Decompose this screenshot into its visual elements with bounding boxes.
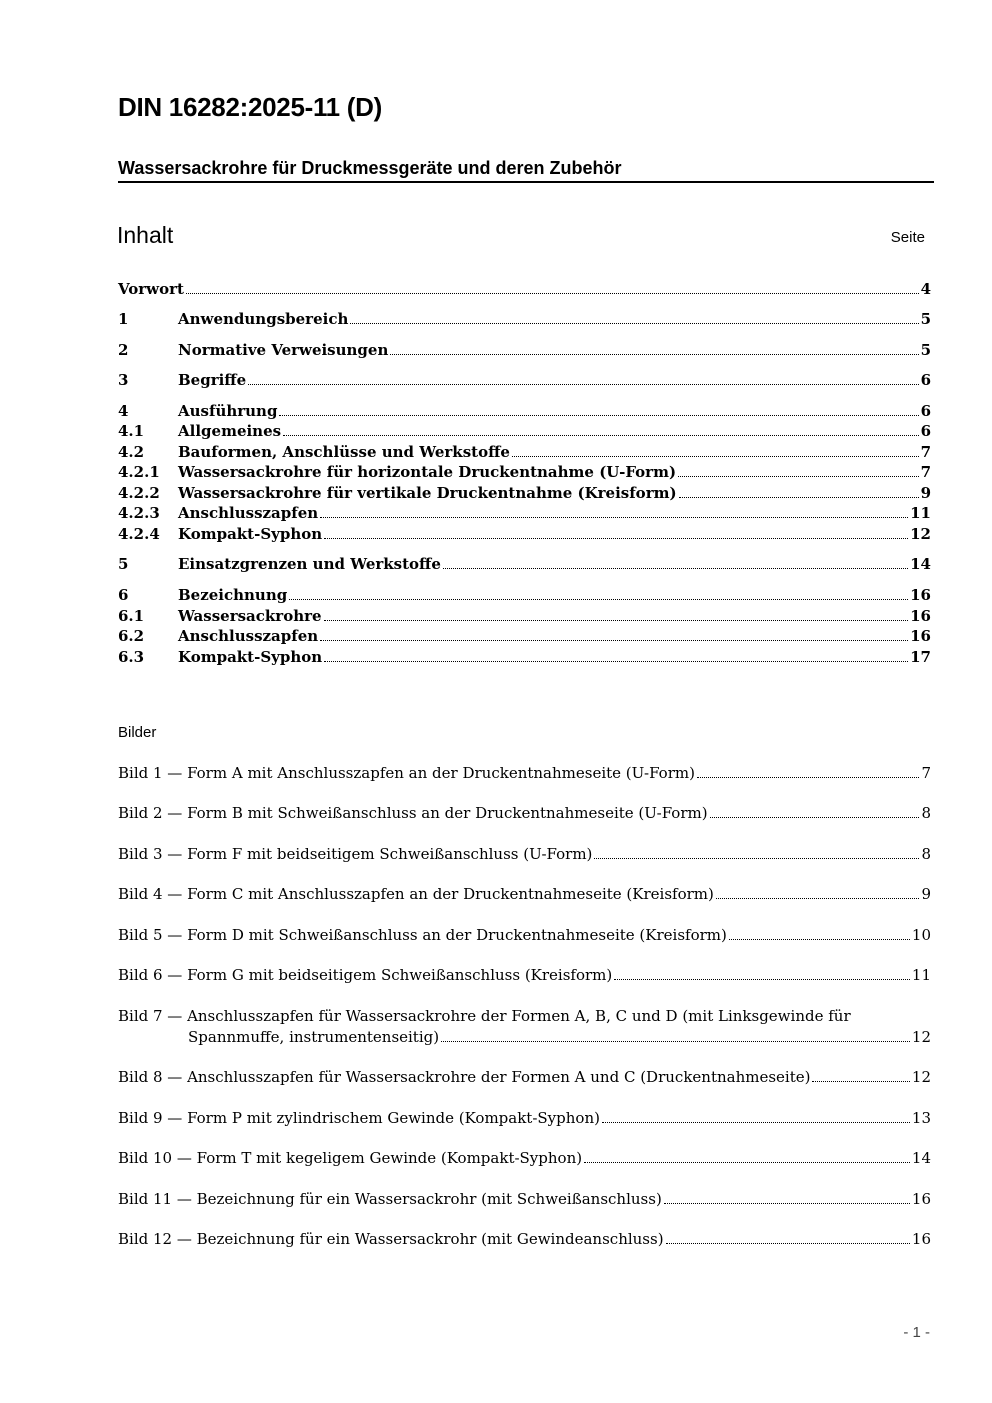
toc-entry-title: Begriffe: [178, 371, 247, 389]
figure-entry-page: 7: [921, 764, 931, 782]
toc-entry-title: Wassersackrohre: [178, 607, 322, 625]
figure-entry[interactable]: [118, 885, 931, 905]
toc-entry-title: Kompakt-Syphon: [178, 525, 323, 543]
dot-leader: [666, 1243, 910, 1244]
toc-entry-page: 9: [920, 484, 931, 502]
figure-entry-title: Bild 5 — Form D mit Schweißanschluss an der Druckentnahmeseite (Kreisform): [118, 926, 727, 944]
toc-entry-number: 6.3: [118, 648, 145, 666]
toc-entry[interactable]: [118, 586, 931, 606]
figure-entry[interactable]: [118, 1190, 931, 1210]
figure-entry-title: Bild 3 — Form F mit beidseitigem Schweißanschluss (U-Form): [118, 845, 593, 863]
toc-entry-page: 4: [920, 280, 931, 298]
figure-entry[interactable]: [118, 966, 931, 986]
figure-entry-title: Bild 1 — Form A mit Anschlusszapfen an der Druckentnahmeseite (U-Form): [118, 764, 695, 782]
toc-entry[interactable]: [118, 525, 931, 545]
toc-entry-page: 11: [910, 504, 931, 522]
toc-entry[interactable]: [118, 504, 931, 524]
toc-entry-page: 7: [920, 443, 931, 461]
figure-entry[interactable]: [118, 1149, 931, 1169]
toc-entry[interactable]: [118, 310, 931, 330]
figure-entry-title: Bild 2 — Form B mit Schweißanschluss an der Druckentnahmeseite (U-Form): [118, 804, 708, 822]
toc-entry-number: 6: [118, 586, 129, 604]
toc-entry-title: Anwendungsbereich: [178, 310, 349, 328]
toc-entry-page: 6: [920, 371, 931, 389]
toc-entry-title: Wassersackrohre für vertikale Druckentnahme (Kreisform): [178, 484, 677, 502]
figure-entry[interactable]: [118, 804, 931, 824]
toc-entry[interactable]: [118, 443, 931, 463]
toc-entry-page: 17: [910, 648, 931, 666]
document-id: DIN 16282:2025-11 (D): [118, 92, 382, 122]
figure-entry-page: 16: [911, 1230, 931, 1248]
toc-entry-title: Kompakt-Syphon: [178, 648, 323, 666]
toc-entry-page: 6: [920, 422, 931, 440]
toc-entry[interactable]: [118, 555, 931, 575]
toc-entry-page: 16: [910, 586, 931, 604]
figure-entry-title: Bild 8 — Anschlusszapfen für Wassersackrohre der Formen A und C (Druckentnahmeseite): [118, 1068, 811, 1086]
figure-entry-page: 12: [911, 1068, 931, 1086]
toc-entry-number: 4.2.1: [118, 463, 160, 481]
dot-leader: [678, 476, 919, 477]
toc-entry-number: 4.2: [118, 443, 145, 461]
toc-entry-page: 6: [920, 402, 931, 420]
toc-entry-number: 2: [118, 341, 129, 359]
figure-entry[interactable]: [118, 926, 931, 946]
toc-entry[interactable]: [118, 463, 931, 483]
toc-entry[interactable]: [118, 371, 931, 391]
dot-leader: [614, 979, 910, 980]
toc-entry-page: 16: [910, 627, 931, 645]
dot-leader: [512, 456, 919, 457]
toc-entry-number: 6.1: [118, 607, 145, 625]
toc-entry-number: 4.2.2: [118, 484, 160, 502]
toc-entry[interactable]: [118, 607, 931, 627]
dot-leader: [279, 415, 918, 416]
toc-entry-vorwort[interactable]: [118, 280, 931, 300]
figure-entry-title-continued: Spannmuffe, instrumentenseitig): [188, 1028, 440, 1046]
toc-entry[interactable]: [118, 402, 931, 422]
dot-leader: [812, 1081, 909, 1082]
page-column-label: Seite: [890, 229, 925, 246]
dot-leader: [320, 517, 908, 518]
toc-entry-page: 5: [920, 310, 931, 328]
toc-entry-page: 12: [910, 525, 931, 543]
toc-entry-title: Ausführung: [178, 402, 278, 420]
toc-entry-title: Anschlusszapfen: [178, 504, 319, 522]
toc-entry-title: Wassersackrohre für horizontale Druckentnahme (U-Form): [178, 463, 677, 481]
figure-entry-title: Bild 9 — Form P mit zylindrischem Gewinde (Kompakt-Syphon): [118, 1109, 600, 1127]
dot-leader: [324, 620, 909, 621]
figure-entry-page: 9: [921, 885, 931, 903]
toc-entry-number: 4.2.4: [118, 525, 160, 543]
figure-entry-page: 16: [911, 1190, 931, 1208]
figures-heading: Bilder: [118, 724, 157, 741]
dot-leader: [584, 1162, 910, 1163]
toc-entry-page: 5: [920, 341, 931, 359]
figure-entry[interactable]: [118, 1230, 931, 1250]
dot-leader: [602, 1122, 910, 1123]
dot-leader: [390, 354, 918, 355]
toc-entry[interactable]: [118, 627, 931, 647]
figure-entry-title: Bild 10 — Form T mit kegeligem Gewinde (Kompakt-Syphon): [118, 1149, 583, 1167]
dot-leader: [443, 568, 908, 569]
figure-entry[interactable]: [118, 1109, 931, 1129]
dot-leader: [324, 538, 908, 539]
figure-entry-title: Bild 6 — Form G mit beidseitigem Schweißanschluss (Kreisform): [118, 966, 613, 984]
toc-entry-page: 14: [910, 555, 931, 573]
figure-entry[interactable]: [188, 1028, 931, 1048]
toc-entry-title: Bauformen, Anschlüsse und Werkstoffe: [178, 443, 510, 461]
toc-entry-number: 4: [118, 402, 129, 420]
toc-entry-title: Vorwort: [118, 280, 184, 298]
figure-entry-title: Bild 12 — Bezeichnung für ein Wassersackrohr (mit Gewindeanschluss): [118, 1230, 664, 1248]
toc-entry-number: 1: [118, 310, 129, 328]
dot-leader: [324, 661, 908, 662]
figure-entry-page: 8: [921, 845, 931, 863]
dot-leader: [248, 384, 918, 385]
toc-entry-page: 16: [910, 607, 931, 625]
toc-entry-title: Allgemeines: [178, 422, 282, 440]
dot-leader: [186, 293, 919, 294]
toc-entry-number: 3: [118, 371, 129, 389]
figure-entry-page: 12: [911, 1028, 931, 1046]
toc-heading: Inhalt: [117, 222, 174, 248]
dot-leader: [710, 817, 920, 818]
dot-leader: [350, 323, 918, 324]
figure-entry-first-line[interactable]: Bild 7 — Anschlusszapfen für Wassersackrohre der Formen A, B, C und D (mit Linksgewinde für: [118, 1007, 851, 1025]
dot-leader: [594, 858, 919, 859]
toc-entry[interactable]: [118, 422, 931, 442]
figure-entry-page: 8: [921, 804, 931, 822]
figure-entry[interactable]: [118, 764, 931, 784]
figure-entry[interactable]: [118, 1068, 931, 1088]
dot-leader: [664, 1203, 910, 1204]
dot-leader: [289, 599, 908, 600]
toc-entry-number: 5: [118, 555, 129, 573]
document-subtitle: Wassersackrohre für Druckmessgeräte und deren Zubehör: [118, 158, 934, 183]
toc-entry-number: 4.1: [118, 422, 145, 440]
figure-entry[interactable]: [118, 845, 931, 865]
toc-entry-title: Bezeichnung: [178, 586, 288, 604]
toc-entry-number: 4.2.3: [118, 504, 160, 522]
toc-entry-title: Einsatzgrenzen und Werkstoffe: [178, 555, 441, 573]
figure-entry-page: 11: [911, 966, 931, 984]
toc-entry-number: 6.2: [118, 627, 145, 645]
dot-leader: [697, 777, 920, 778]
figure-entry-page: 10: [911, 926, 931, 944]
dot-leader: [320, 640, 908, 641]
dot-leader: [729, 939, 910, 940]
toc-entry-page: 7: [920, 463, 931, 481]
figure-entry-page: 13: [911, 1109, 931, 1127]
dot-leader: [283, 435, 918, 436]
toc-entry-title: Normative Verweisungen: [178, 341, 389, 359]
dot-leader: [716, 898, 920, 899]
figure-entry-title: Bild 4 — Form C mit Anschlusszapfen an der Druckentnahmeseite (Kreisform): [118, 885, 714, 903]
page-number: - 1 -: [903, 1324, 930, 1341]
dot-leader: [679, 497, 919, 498]
toc-entry[interactable]: [118, 341, 931, 361]
figure-entry-title: Bild 11 — Bezeichnung für ein Wassersackrohr (mit Schweißanschluss): [118, 1190, 662, 1208]
dot-leader: [441, 1041, 910, 1042]
figure-entry-page: 14: [911, 1149, 931, 1167]
toc-entry[interactable]: [118, 484, 931, 504]
toc-entry-title: Anschlusszapfen: [178, 627, 319, 645]
toc-entry[interactable]: [118, 648, 931, 668]
